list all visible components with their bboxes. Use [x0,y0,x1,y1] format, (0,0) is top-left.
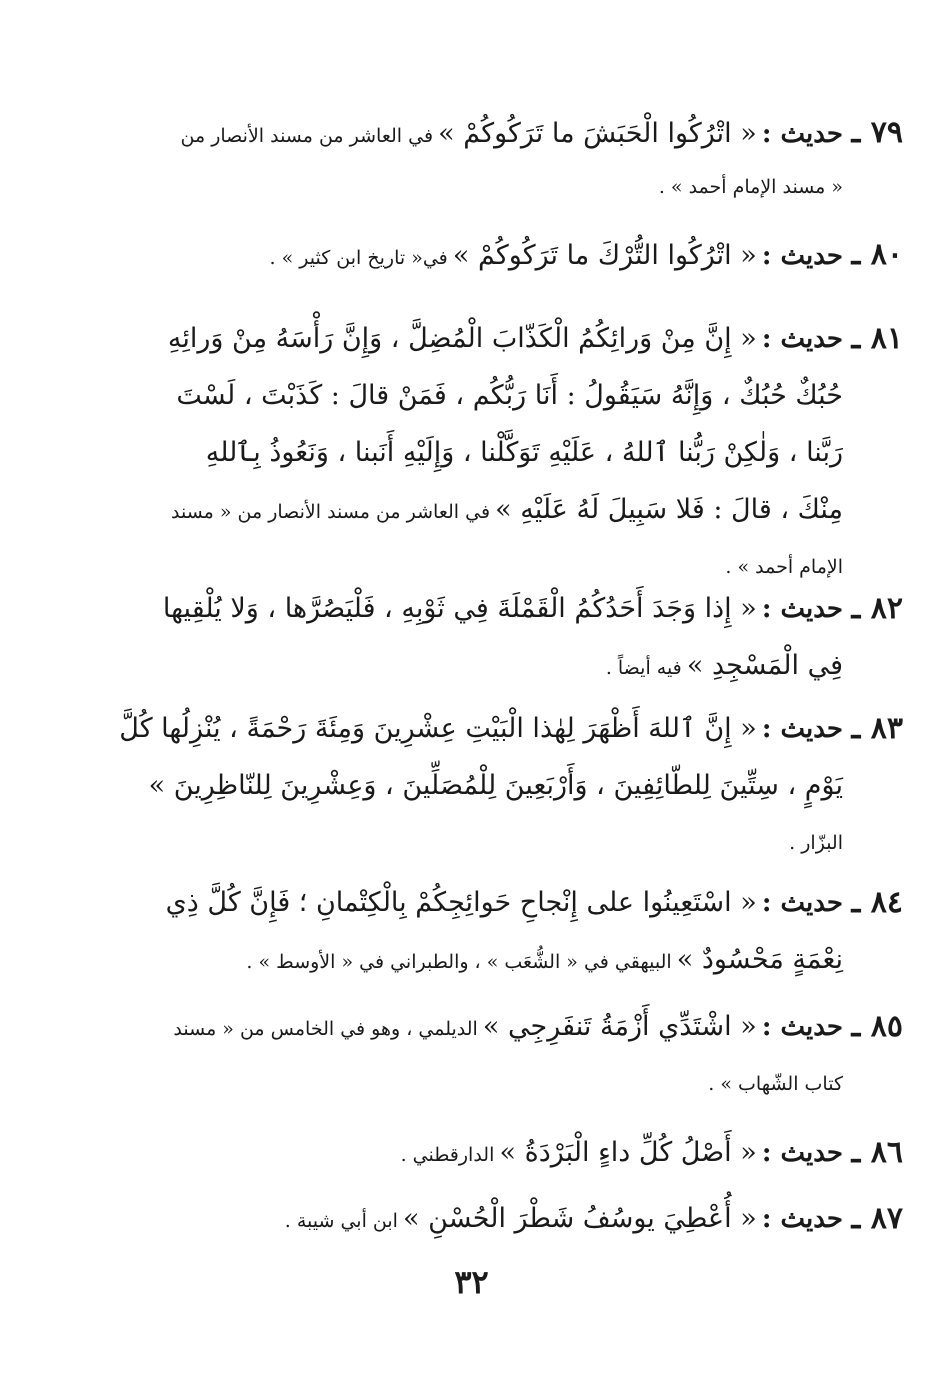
source-text: فيه أيضاً . [605,657,682,679]
hadith-entry-81 [90,312,903,595]
entry-number: ٧٩ ـ [851,115,903,150]
hadith-keyword: حديث : [761,241,843,271]
source-text: البيهقي في « الشُّعَب » ، والطبراني في « الأوسط » . [246,951,672,973]
entry-number: ٨٦ ـ [851,1135,903,1170]
entry-line [90,176,843,198]
source-text: ابن أبي شيبة . [284,1210,398,1232]
entry-line [90,1192,843,1249]
entry-number: ٨٤ ـ [851,885,903,920]
entry-line [90,1057,843,1112]
entry-line [90,240,843,271]
entry-line [90,483,843,540]
hadith-entry-80 [90,237,903,272]
hadith-text: « أَصْلُ كُلِّ داءٍ الْبَرْدَةُ » [499,1137,757,1168]
entry-number: ٨٥ ـ [851,1009,903,1044]
source-text: في العاشر من مسند الأنصار من [180,125,434,147]
entry-line [90,369,843,426]
source-text: الديلمي ، وهو في الخامس من « مسند [173,1018,478,1040]
source-text: « مسند الإمام أحمد » . [658,176,843,198]
source-text: كتاب الشّهاب » . [708,1073,843,1095]
hadith-text: حُبُكٌ حُبُكٌ ، وَإِنَّهُ سَيَقُولُ : أَنَا رَبُّكُم ، فَمَنْ قالَ : كَذَبْتَ ، لَسْتَ [176,380,843,411]
hadith-keyword: حديث : [761,324,843,354]
source-text: في العاشر من مسند الأنصار من « مسند [170,501,491,523]
hadith-text: « أُعْطِيَ يوسُفُ شَطْرَ الْحُسْنِ » [403,1203,757,1234]
hadith-keyword: حديث : [761,888,843,918]
entry-line [90,933,843,990]
entry-line [90,1000,843,1057]
hadith-text: « إِذا وَجَدَ أَحَدُكُمُ الْقَمْلَةَ فِي ثَوْبِهِ ، فَلْيَصُرَّها ، وَلا يُلْقِيها [162,593,757,624]
hadith-text: « إِنَّ مِنْ وَرائِكُمُ الْكَذّابَ الْمُضِلَّ ، وَإِنَّ رَأْسَهُ مِنْ وَرائِهِ [167,323,757,354]
entry-line [90,426,843,483]
entry-line [90,702,843,759]
entry-line [90,312,843,369]
entry-line [90,759,843,816]
source-text: الدارقطني . [400,1144,495,1166]
entry-line [90,816,843,871]
hadith-text: « اتْرُكُوا الْحَبَشَ ما تَرَكُوكُمْ » [438,118,757,149]
hadith-text: نِعْمَةٍ مَحْسُودٌ » [676,944,843,975]
hadith-entry-79 [90,115,903,198]
hadith-text: رَبَّنا ، وَلٰكِنْ رَبُّنا ٱللهُ ، عَلَيْهِ تَوَكَّلْنا ، وَإِلَيْهِ أَنَبنا ، وَنَعُوذُ بِٱللهِ [205,437,843,468]
entry-line [90,639,843,696]
hadith-entry-83 [90,702,903,871]
hadith-text: « إِنَّ ٱللهَ أَظْهَرَ لِهٰذا الْبَيْتِ عِشْرِينَ وَمِئَةَ رَحْمَةً ، يُنْزِلُها كُلَّ [119,713,757,744]
source-text: البزّار . [789,832,843,854]
entry-line [90,1126,843,1183]
entry-line [90,876,843,933]
page-number: ٣٢ [454,1263,489,1301]
hadith-entry-84 [90,876,903,990]
hadith-text: « اتْرُكُوا التُّرْكَ ما تَرَكُوكُمْ » [452,240,757,271]
hadith-entry-85 [90,1000,903,1112]
entry-line [90,118,843,176]
entry-number: ٨٠ ـ [851,237,903,272]
hadith-keyword: حديث : [761,1204,843,1234]
hadith-keyword: حديث : [761,1012,843,1042]
entry-number: ٨١ ـ [851,321,903,356]
source-text: الإمام أحمد » . [725,556,843,578]
hadith-text: يَوْمٍ ، سِتِّينَ لِلطّائِفِينَ ، وَأَرْبَعِينَ لِلْمُصَلِّينَ ، وَعِشْرِينَ لِلنّاظِرِينَ » [148,770,843,801]
hadith-entry-86 [90,1126,903,1183]
entry-number: ٨٣ ـ [851,711,903,746]
hadith-keyword: حديث : [761,594,843,624]
hadith-text: « اسْتَعِينُوا على إِنْجاحِ حَوائِجِكُمْ بِالْكِتْمانِ ؛ فَإِنَّ كُلَّ ذِي [165,887,757,918]
hadith-text: « اشْتَدِّي أَزْمَةُ تَنفَرِجِي » [482,1011,757,1042]
hadith-text: مِنْكَ ، قالَ : فَلا سَبِيلَ لَهُ عَلَيْهِ » [495,494,843,525]
hadith-entry-82 [90,582,903,696]
entry-number: ٨٧ ـ [851,1201,903,1236]
hadith-keyword: حديث : [761,119,843,149]
hadith-keyword: حديث : [761,714,843,744]
hadith-text: فِي الْمَسْجِدِ » [686,650,843,681]
entry-line [90,582,843,639]
hadith-entry-87 [90,1192,903,1249]
source-text: في« تاريخ ابن كثير » . [269,247,448,269]
entry-number: ٨٢ ـ [851,591,903,626]
hadith-keyword: حديث : [761,1138,843,1168]
